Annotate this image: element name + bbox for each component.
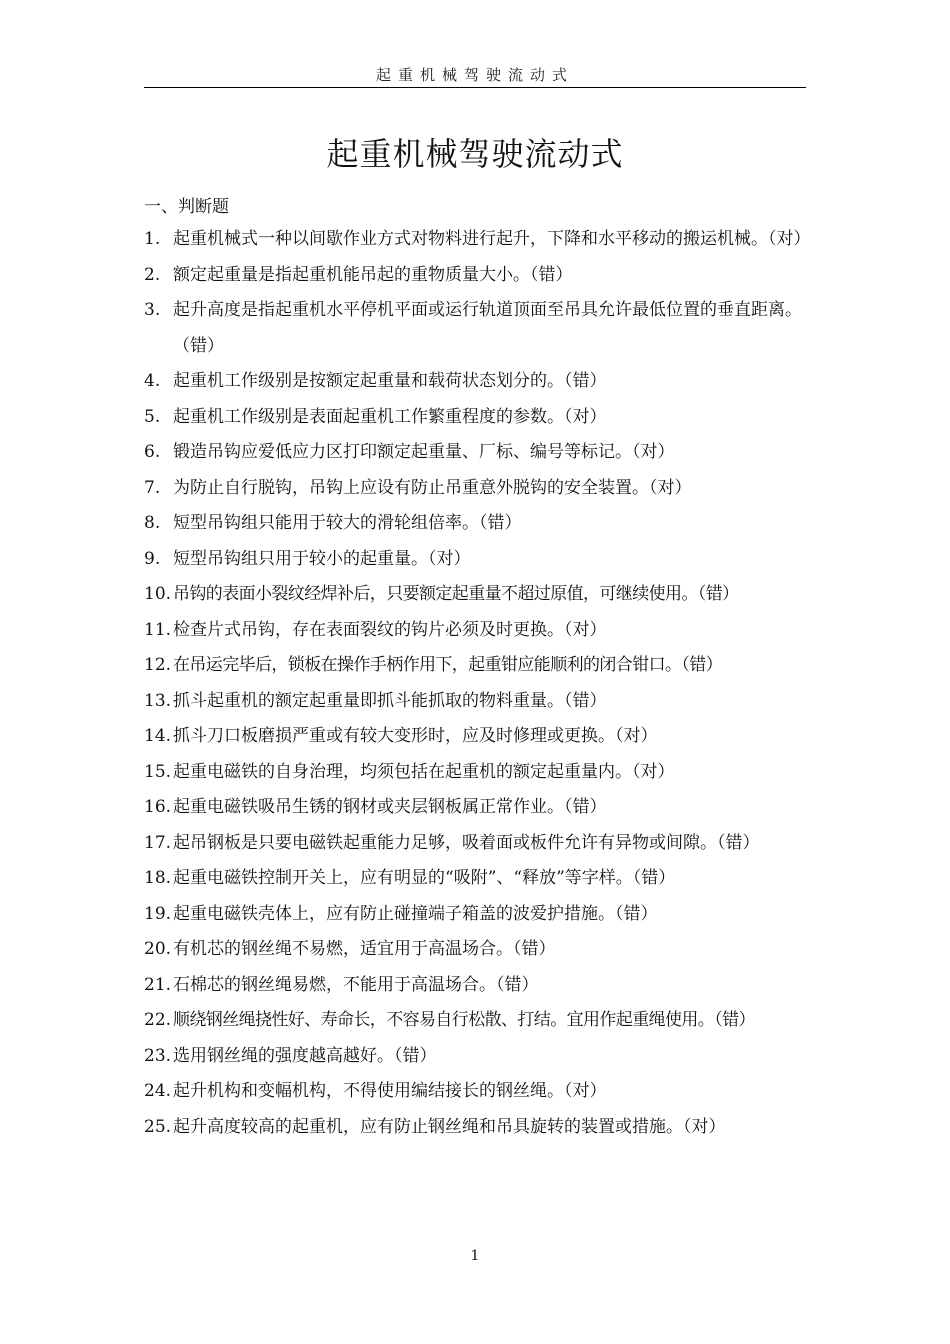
question-text: 起重电磁铁的自身治理，均须包括在起重机的额定起重量内。（对）: [173, 761, 675, 782]
question-item: [144, 435, 806, 471]
question-text: 锻造吊钩应爱低应力区打印额定起重量、厂标、编号等标记。（对）: [173, 442, 675, 462]
question-item: [144, 1074, 806, 1110]
running-header: 起重机械驾驶流动式: [375, 66, 574, 84]
question-number: 20.: [144, 939, 172, 959]
question-item: [144, 826, 806, 862]
question-item: [144, 613, 806, 649]
header-rule: [144, 87, 806, 88]
question-item: [144, 293, 806, 364]
question-number: 22.: [144, 1010, 172, 1030]
question-text: 起升机构和变幅机构，不得使用编结接长的钢丝绳。（对）: [173, 1081, 607, 1101]
question-text: 起升高度较高的起重机，应有防止钢丝绳和吊具旋转的装置或措施。（对）: [173, 1116, 726, 1137]
question-text: 起重机械式一种以间歇作业方式对物料进行起升，下降和水平移动的搬运机械。（对）: [173, 229, 811, 249]
question-list: [144, 222, 811, 1145]
question-item: [144, 222, 811, 258]
question-text: 抓斗刀口板磨损严重或有较大变形时，应及时修理或更换。（对）: [173, 726, 658, 746]
question-number: 7.: [144, 477, 161, 498]
question-text: 起升高度是指起重机水平停机平面或运行轨道顶面至吊具允许最低位置的垂直距离。（错）: [173, 300, 802, 356]
section-heading: 一、判断题: [144, 197, 229, 217]
question-item: [144, 1039, 806, 1075]
question-text: 顺绕钢丝绳挠性好、寿命长，不容易自行松散、打结。宜用作起重绳使用。（错）: [173, 1010, 755, 1030]
question-text: 短型吊钩组只能用于较大的滑轮组倍率。（错）: [173, 513, 522, 533]
question-item: [144, 755, 806, 791]
question-number: 14.: [144, 726, 172, 746]
question-number: 25.: [144, 1116, 172, 1137]
question-number: 18.: [144, 868, 172, 888]
question-text: 为防止自行脱钩，吊钩上应设有防止吊重意外脱钩的安全装置。（对）: [173, 477, 692, 498]
question-item: [144, 790, 806, 826]
question-number: 17.: [144, 832, 172, 853]
question-number: 4.: [144, 371, 161, 391]
question-text: 吊钩的表面小裂纹经焊补后，只要额定起重量不超过原值，可继续使用。（错）: [173, 584, 739, 604]
question-item: [144, 719, 806, 755]
question-number: 8.: [144, 513, 161, 533]
question-number: 11.: [144, 619, 172, 640]
page-number: 1: [470, 1248, 480, 1264]
question-number: 3.: [144, 300, 161, 320]
question-number: 23.: [144, 1045, 172, 1066]
question-number: 13.: [144, 690, 172, 711]
question-number: 19.: [144, 903, 172, 924]
question-text: 起重机工作级别是按额定起重量和载荷状态划分的。（错）: [173, 371, 607, 391]
question-item: [144, 684, 806, 720]
question-number: 6.: [144, 442, 161, 462]
question-text: 抓斗起重机的额定起重量即抓斗能抓取的物料重量。（错）: [173, 690, 607, 711]
question-text: 起重机工作级别是表面起重机工作繁重程度的参数。（对）: [173, 406, 607, 427]
question-item: [144, 577, 806, 613]
question-item: [144, 897, 806, 933]
question-text: 短型吊钩组只用于较小的起重量。（对）: [173, 548, 471, 569]
question-item: [144, 542, 806, 578]
question-item: [144, 471, 806, 507]
document-title: 起重机械驾驶流动式: [326, 135, 624, 173]
question-text: 石棉芯的钢丝绳易燃，不能用于高温场合。（错）: [173, 974, 539, 995]
question-item: [144, 258, 806, 294]
question-number: 16.: [144, 797, 172, 817]
question-number: 21.: [144, 974, 172, 995]
question-number: 24.: [144, 1081, 172, 1101]
question-item: [144, 364, 806, 400]
question-number: 9.: [144, 548, 161, 569]
question-text: 有机芯的钢丝绳不易燃，适宜用于高温场合。（错）: [173, 939, 556, 959]
question-text: 起重电磁铁吸吊生锈的钢材或夹层钢板属正常作业。（错）: [173, 797, 607, 817]
question-item: [144, 1110, 806, 1146]
question-item: [144, 861, 806, 897]
question-text: 额定起重量是指起重机能吊起的重物质量大小。（错）: [173, 264, 573, 285]
question-text: 选用钢丝绳的强度越高越好。（错）: [173, 1045, 437, 1066]
question-item: [144, 506, 806, 542]
question-number: 10.: [144, 584, 172, 604]
question-item: [144, 968, 806, 1004]
question-item: [144, 1003, 806, 1039]
question-number: 15.: [144, 761, 172, 782]
question-text: 检查片式吊钩，存在表面裂纹的钩片必须及时更换。（对）: [173, 619, 607, 640]
question-text: 起重电磁铁壳体上，应有防止碰撞端子箱盖的波爱护措施。（错）: [173, 903, 658, 924]
question-text: 在吊运完毕后，锁板在操作手柄作用下，起重钳应能顺利的闭合钳口。（错）: [173, 655, 723, 675]
question-number: 12.: [144, 655, 172, 675]
question-number: 1.: [144, 229, 161, 249]
question-number: 5.: [144, 406, 161, 427]
question-number: 2.: [144, 264, 161, 285]
question-item: [144, 400, 806, 436]
question-text: 起吊钢板是只要电磁铁起重能力足够，吸着面或板件允许有异物或间隙。（错）: [173, 832, 760, 853]
question-item: [144, 932, 806, 968]
question-item: [144, 648, 806, 684]
question-text: 起重电磁铁控制开关上，应有明显的“吸附”、“释放”等字样。（错）: [173, 868, 676, 888]
